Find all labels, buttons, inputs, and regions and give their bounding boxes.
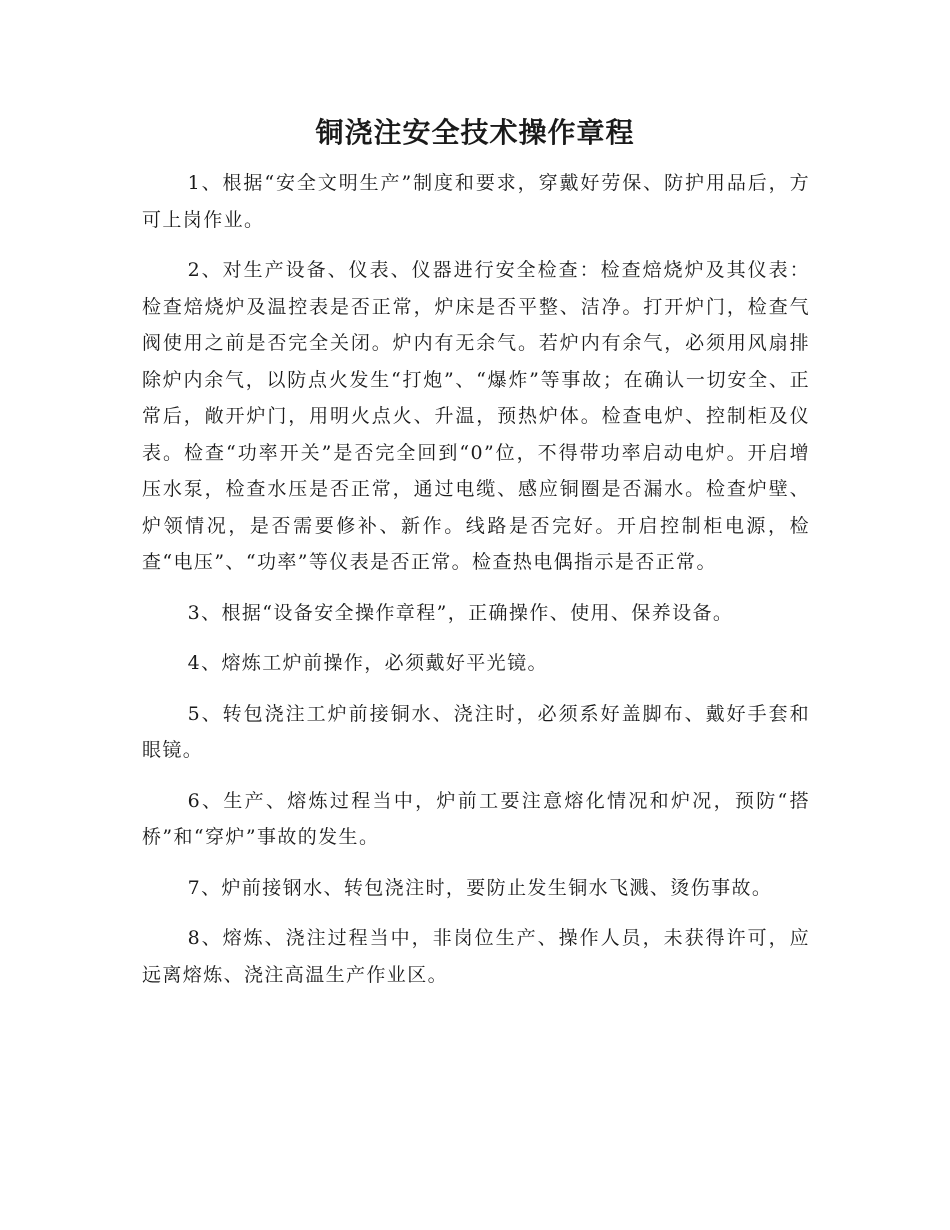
paragraph-7: 7、炉前接钢水、转包浇注时，要防止发生铜水飞溅、烫伤事故。 [187,876,773,899]
document-title: 铜浇注安全技术操作章程 [315,116,635,149]
paragraph-1: 1、根据“安全文明生产”制度和要求，穿戴好劳保、防护用品后，方可上岗作业。 [142,172,810,231]
paragraph-8: 8、熔炼、浇注过程当中，非岗位生产、操作人员，未获得许可，应远离熔炼、浇注高温生产作业区。 [142,927,810,986]
paragraph-5: 5、转包浇注工炉前接铜水、浇注时，必须系好盖脚布、戴好手套和眼镜。 [142,702,810,761]
paragraph-6: 6、生产、熔炼过程当中，炉前工要注意熔化情况和炉况，预防“搭桥”和“穿炉”事故的发生。 [142,789,810,848]
paragraph-2: 2、对生产设备、仪表、仪器进行安全检查：检查焙烧炉及其仪表：检查焙烧炉及温控表是否正常，炉床是否平整、洁净。打开炉门，检查气阀使用之前是否完全关闭。炉内有无余气。若炉内有余气，必须用风扇排除炉内余气，以防点火发生“打炮”、“爆炸”等事故；在确认一切安全、正常后，敞开炉门，用明火点火、升温，预热炉体。检查电炉、控制柜及仪表。检查“功率开关”是否完全回到“0”位，不得带功率启动电炉。开启增压水泵，检查水压是否正常，通过电缆、感应铜圈是否漏水。检查炉壁、炉领情况，是否需要修补、新作。线路是否完好。开启控制柜电源，检查“电压”、“功率”等仪表是否正常。检查热电偶指示是否正常。 [142,259,810,573]
paragraph-3: 3、根据“设备安全操作章程”，正确操作、使用、保养设备。 [187,601,734,624]
paragraph-4: 4、熔炼工炉前操作，必须戴好平光镜。 [187,652,548,674]
document-body [142,165,810,1007]
